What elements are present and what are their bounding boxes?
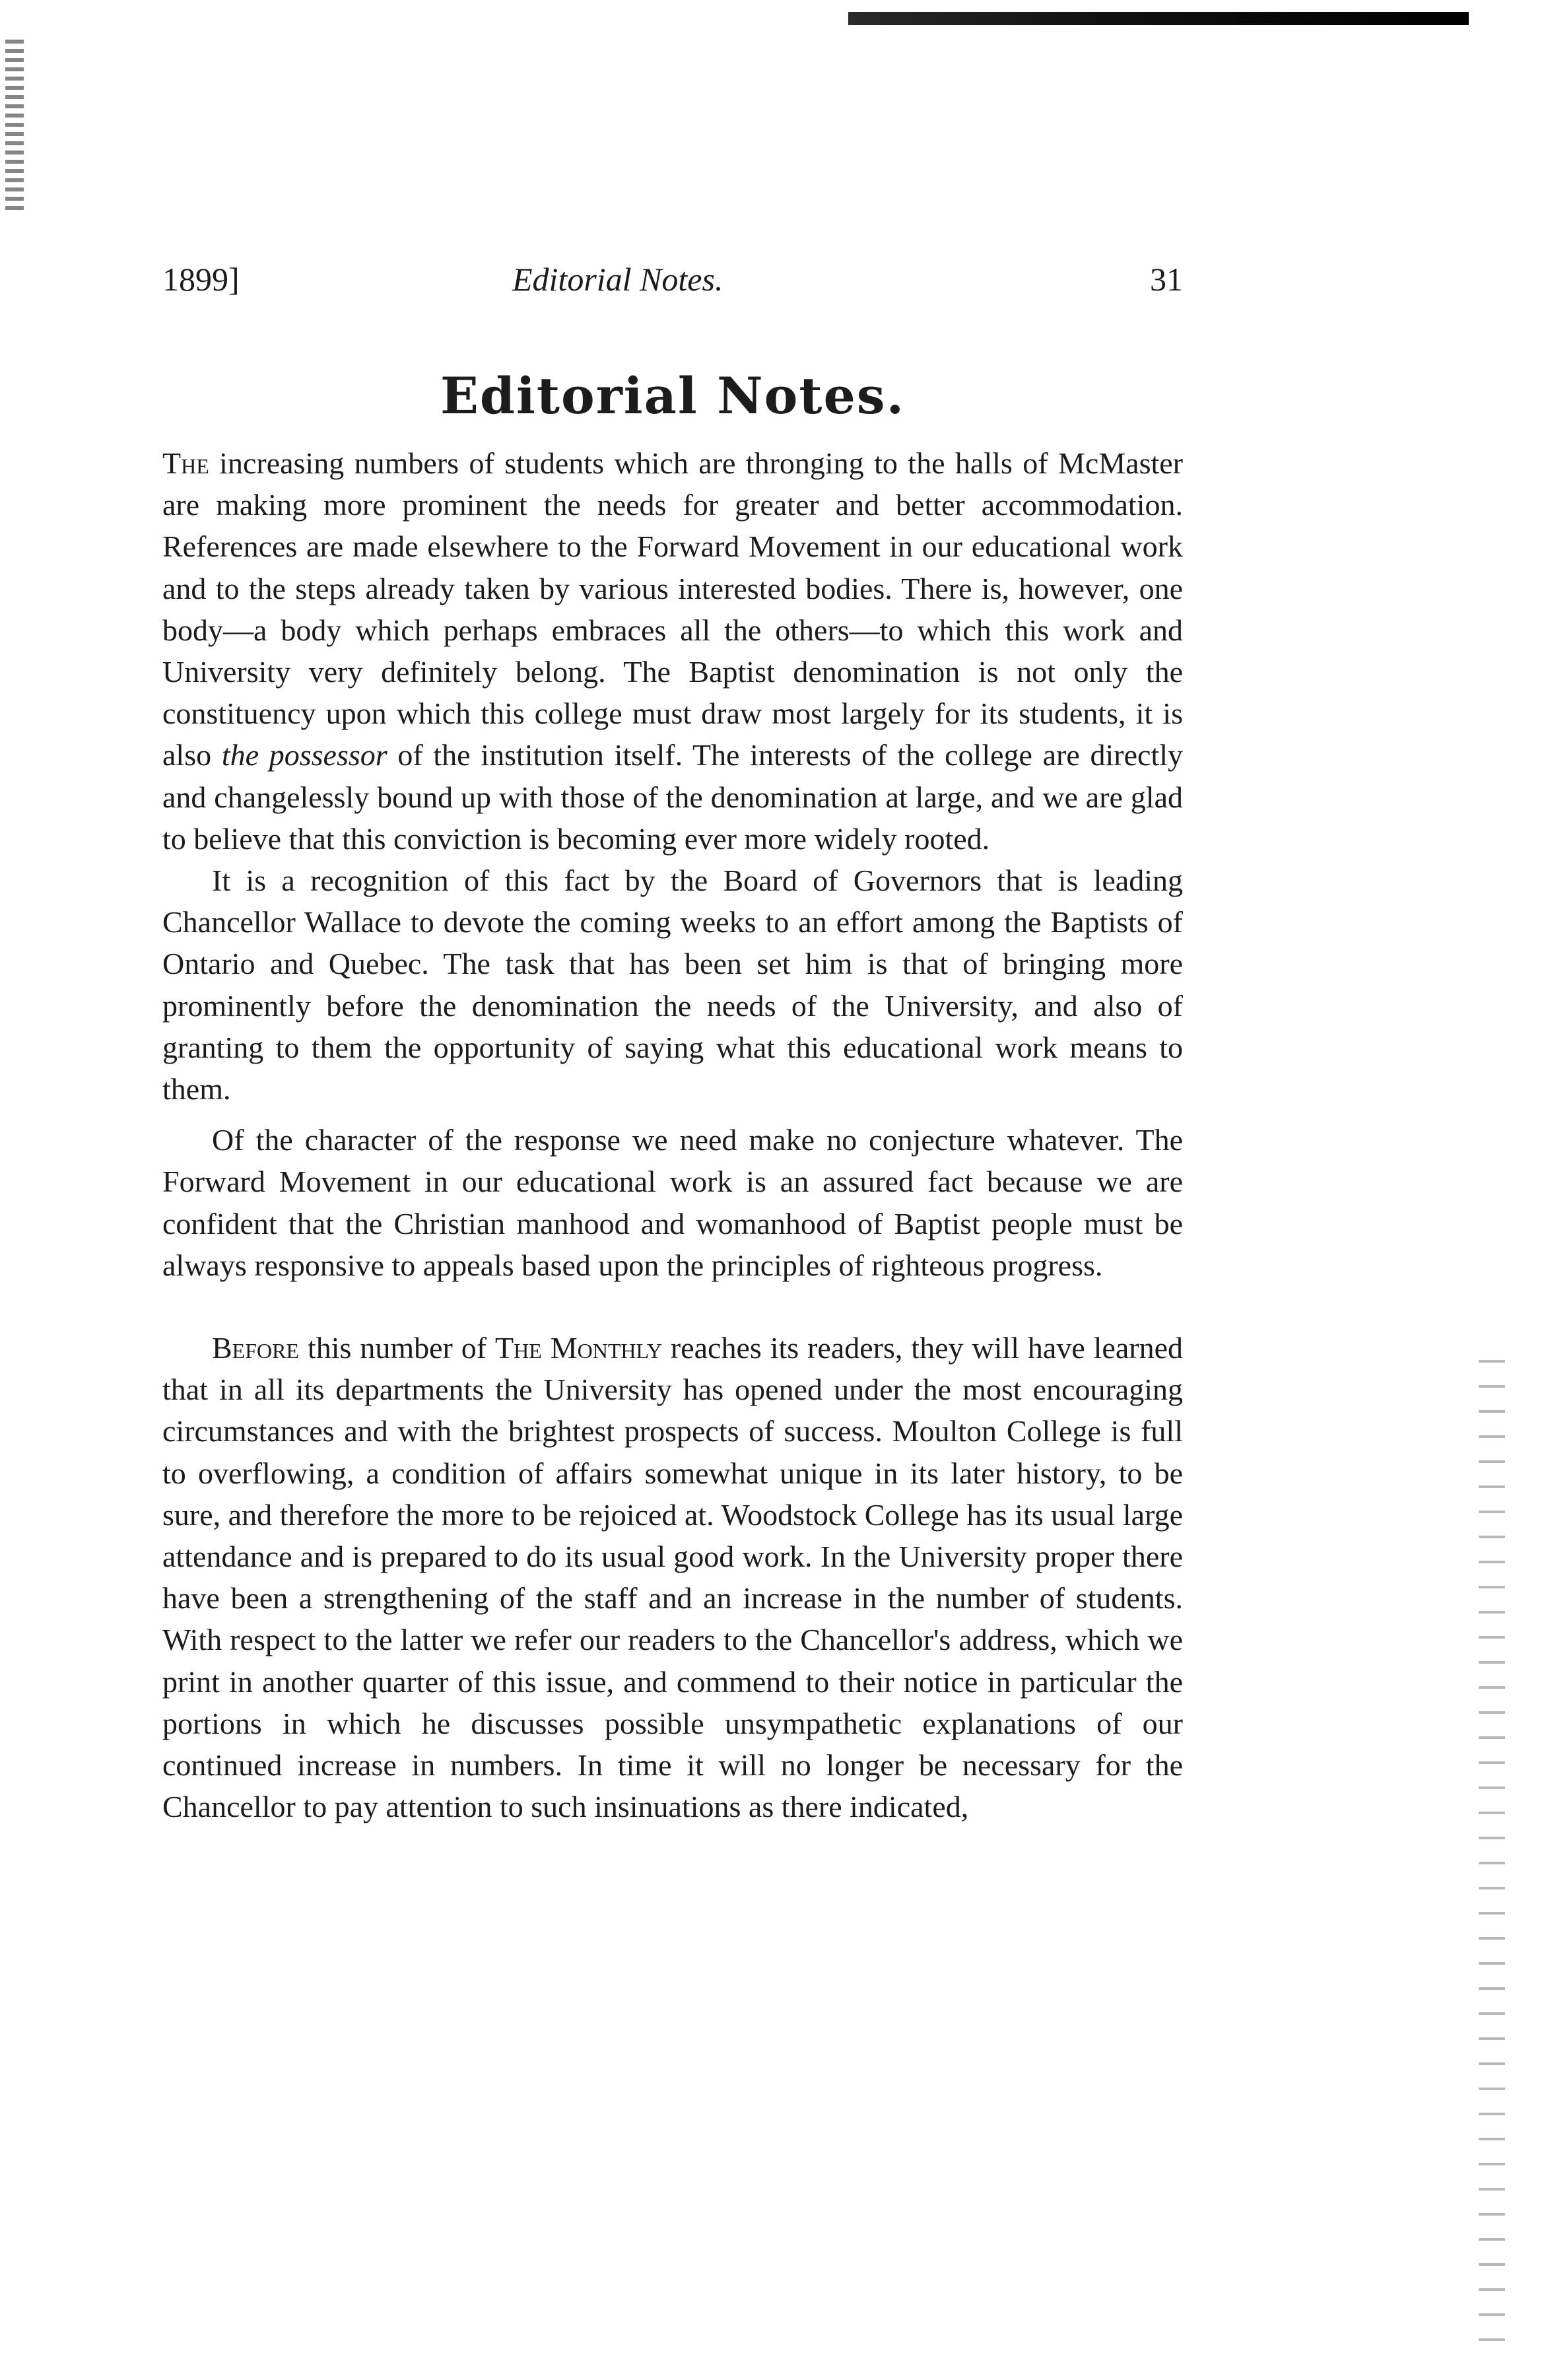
paragraph-1 — [162, 442, 1183, 860]
top-edge-rule — [848, 12, 1469, 25]
paragraph-2 — [162, 860, 1183, 1110]
section-title: Editorial Notes. — [440, 366, 906, 425]
paragraph-4-lead: Before — [212, 1331, 300, 1365]
running-header — [162, 250, 1183, 309]
paragraph-1-tail: of the institution itself. The interests of the college are directly and changelessly bound up with those of the denomination at large, and we are glad to believe that this conviction is becoming ever more widely rooted. — [162, 738, 1183, 856]
paragraph-3 — [162, 1119, 1183, 1286]
paragraph-4-tail: reaches its readers, they will have learned that in all its departments the University has opened under the most encouraging circumstances and with the brightest prospects of success. Moulton College is full to overflowing, a condition of affairs somewhat unique in its later history, to be sure, and therefore the more to be rejoiced at. Woodstock College has its usual large attendance and is prepared to do its usual good work. In the University proper there have been a strengthening of the staff and an increase in the number of students. With respect to the latter we refer our readers to the Chancellor's address, which we print in another quarter of this issue, and commend to their notice in particular the portions in which he discusses possible unsympathetic explanations of our continued increase in numbers. In time it will no longer be necessary for the Chancellor to pay attention to such insinuations as there indicated, — [162, 1331, 1184, 1824]
scan-edge-marks — [5, 40, 24, 211]
paragraph-4-emphasis: The Monthly — [495, 1331, 662, 1365]
paragraph-1-text: increasing numbers of students which are thronging to the halls of McMaster are making more prominent the needs for greater and better accommodation. References are made elsewhere to the Forward Movement in our educational work and to the steps already taken by various interested bodies. There is, however, one body—a body which perhaps embraces all the others—to which this work and University very definitely belong. The Baptist denomination is not only the constituency upon which this college must draw most largely for its students, it is also — [162, 446, 1183, 772]
paragraph-4-text: this number of — [299, 1331, 496, 1365]
article-body — [162, 442, 1183, 1828]
paragraph-2-text: It is a recognition of this fact by the Board of Governors that is leading Chancellor Wallace to devote the coming weeks to an effort among the Baptists of Ontario and Quebec. The task that has been set him is that of bringing more prominently before the denomination the needs of the University, and also of granting to them the opportunity of saying what this educational work means to them. — [162, 864, 1183, 1106]
paragraph-1-lead: The — [162, 446, 209, 480]
header-running-title: Editorial Notes. — [512, 261, 723, 298]
paragraph-1-emphasis: the possessor — [221, 738, 387, 772]
page-number: 31 — [1150, 261, 1183, 298]
paragraph-3-text: Of the character of the response we need make no conjecture whatever. The Forward Movement in our educational work is an assured fact because we are confident that the Christian manhood and womanhood of Baptist people must be always responsive to appeals based upon the principles of righteous progress. — [162, 1123, 1183, 1282]
paragraph-4 — [162, 1327, 1183, 1827]
header-year: 1899] — [162, 261, 240, 298]
scan-edge-marks-right — [1479, 1360, 1505, 2350]
